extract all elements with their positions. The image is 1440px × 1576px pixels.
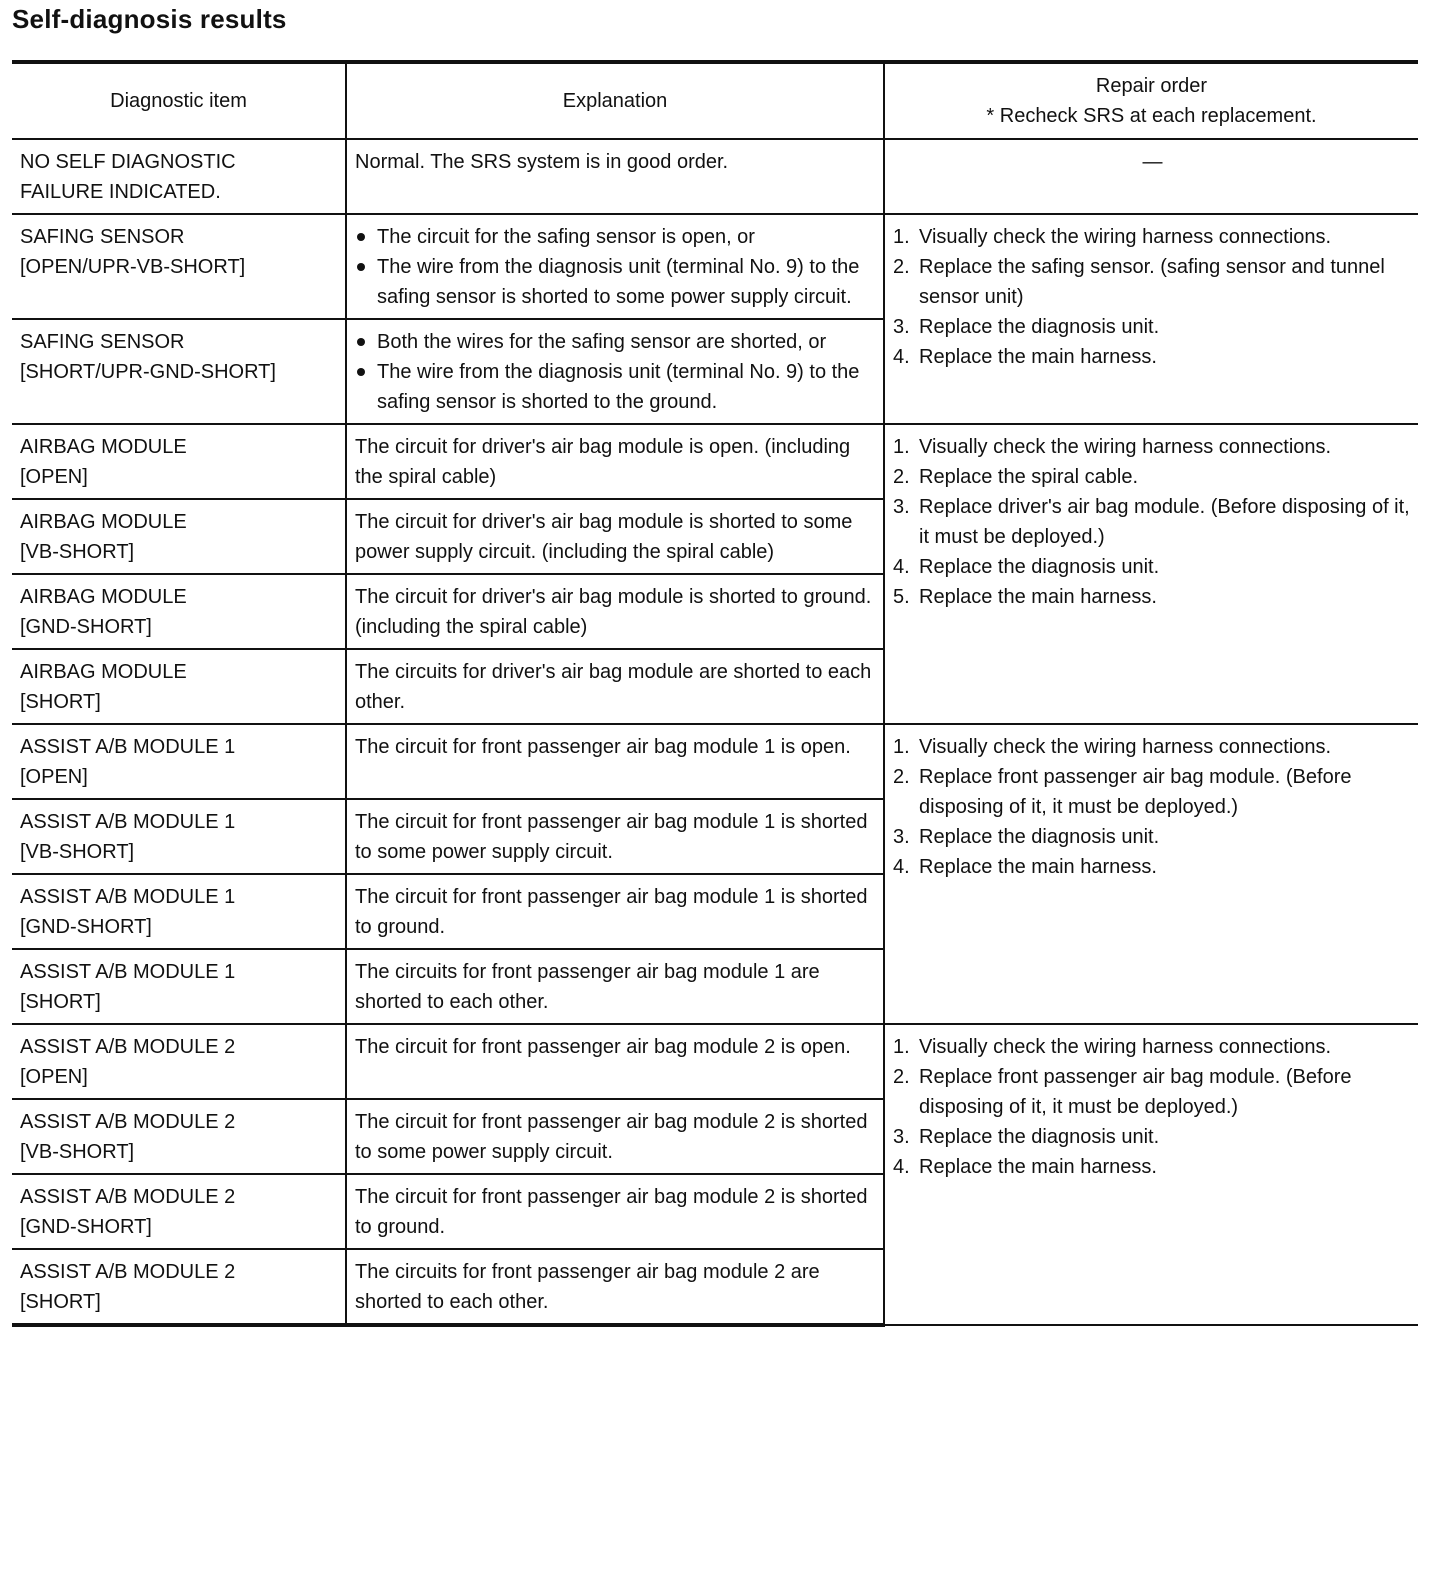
diagnostic-item-line: [GND-SHORT] [20, 916, 152, 938]
repair-step-number: 3. [893, 316, 910, 338]
header-diagnostic-item: Diagnostic item [12, 62, 346, 139]
diagnostic-item-cell [12, 1249, 346, 1325]
diagnosis-table [12, 60, 1418, 1327]
diagnostic-item-line: FAILURE INDICATED. [20, 181, 221, 203]
repair-step [893, 582, 1412, 612]
repair-step-number: 1. [893, 736, 910, 758]
repair-step-text: Visually check the wiring harness connections. [919, 226, 1332, 248]
repair-step-list [893, 222, 1412, 372]
explanation-cell: The circuit for front passenger air bag module 1 is open. [346, 724, 884, 799]
diagnostic-item-line: [VB-SHORT] [20, 1141, 135, 1163]
repair-step [893, 1152, 1412, 1182]
table-row [12, 1024, 1418, 1099]
explanation-cell: The circuit for driver's air bag module is open. (including the spiral cable) [346, 424, 884, 499]
diagnostic-item-cell [12, 574, 346, 649]
explanation-cell: The circuit for driver's air bag module is shorted to some power supply circuit. (including the spiral cable) [346, 499, 884, 574]
diagnostic-item-line: ASSIST A/B MODULE 2 [20, 1111, 236, 1133]
diagnostic-item-cell [12, 949, 346, 1024]
repair-step [893, 732, 1412, 762]
header-repair-order-label: Repair order [1095, 75, 1208, 97]
repair-step-number: 2. [893, 1066, 910, 1088]
repair-step-text: Replace the diagnosis unit. [919, 826, 1160, 848]
diagnostic-item-line: ASSIST A/B MODULE 2 [20, 1036, 236, 1058]
explanation-bullet-list [355, 222, 877, 312]
diagnostic-item-line: [VB-SHORT] [20, 841, 135, 863]
repair-step-text: Replace the spiral cable. [919, 466, 1139, 488]
repair-step-number: 2. [893, 766, 910, 788]
explanation-cell: The circuit for front passenger air bag module 1 is shorted to ground. [346, 874, 884, 949]
diagnostic-item-cell [12, 214, 346, 319]
repair-step-text: Visually check the wiring harness connections. [919, 1036, 1332, 1058]
header-repair-order [884, 62, 1418, 139]
diagnostic-item-line: ASSIST A/B MODULE 2 [20, 1186, 236, 1208]
repair-step-text: Replace driver's air bag module. (Before disposing of it, it must be deployed.) [919, 496, 1410, 548]
explanation-bullet-list [355, 327, 877, 417]
table-row [12, 424, 1418, 499]
diagnostic-item-line: ASSIST A/B MODULE 2 [20, 1261, 236, 1283]
diagnostic-item-line: [OPEN] [20, 466, 88, 488]
repair-step [893, 552, 1412, 582]
explanation-bullet: The circuit for the safing sensor is open, or [355, 222, 877, 252]
repair-step [893, 342, 1412, 372]
diagnostic-item-line: ASSIST A/B MODULE 1 [20, 961, 236, 983]
repair-step-text: Replace the diagnosis unit. [919, 316, 1160, 338]
table-header-row [12, 62, 1418, 139]
explanation-cell: The circuit for front passenger air bag module 2 is shorted to some power supply circuit. [346, 1099, 884, 1174]
diagnostic-item-line: ASSIST A/B MODULE 1 [20, 886, 236, 908]
repair-step-number: 1. [893, 1036, 910, 1058]
repair-step [893, 312, 1412, 342]
repair-step-text: Replace the main harness. [919, 346, 1157, 368]
diagnostic-item-line: AIRBAG MODULE [20, 586, 187, 608]
repair-step-list [893, 1032, 1412, 1182]
repair-step [893, 852, 1412, 882]
diagnostic-item-cell [12, 1024, 346, 1099]
repair-step [893, 252, 1412, 312]
page-title: Self-diagnosis results [12, 4, 287, 34]
explanation-cell [346, 319, 884, 424]
repair-step-text: Replace the safing sensor. (safing sensor and tunnel sensor unit) [919, 256, 1385, 308]
diagnostic-item-line: AIRBAG MODULE [20, 436, 187, 458]
table-body [12, 139, 1418, 1325]
diagnostic-item-cell [12, 724, 346, 799]
repair-step-text: Visually check the wiring harness connections. [919, 436, 1332, 458]
repair-step [893, 432, 1412, 462]
diagnostic-item-cell [12, 874, 346, 949]
diagnostic-item-line: [SHORT] [20, 991, 101, 1013]
explanation-bullet: The wire from the diagnosis unit (terminal No. 9) to the safing sensor is shorted to some power supply circuit. [355, 252, 877, 312]
table-row-normal [12, 139, 1418, 214]
repair-step-text: Replace the main harness. [919, 856, 1157, 878]
repair-step-number: 3. [893, 1126, 910, 1148]
repair-step-number: 1. [893, 436, 910, 458]
repair-step-number: 3. [893, 826, 910, 848]
diagnostic-item-line: ASSIST A/B MODULE 1 [20, 736, 236, 758]
repair-order-cell: — [884, 139, 1418, 214]
diagnostic-item-cell [12, 424, 346, 499]
repair-step-number: 4. [893, 856, 910, 878]
diagnostic-item-line: [GND-SHORT] [20, 1216, 152, 1238]
diagnostic-item-cell [12, 139, 346, 214]
repair-step [893, 462, 1412, 492]
explanation-cell: The circuit for front passenger air bag module 2 is open. [346, 1024, 884, 1099]
diagnostic-item-line: [OPEN/UPR-VB-SHORT] [20, 256, 246, 278]
repair-order-cell [884, 724, 1418, 1024]
explanation-bullet: Both the wires for the safing sensor are shorted, or [355, 327, 877, 357]
diagnostic-item-cell [12, 1174, 346, 1249]
diagnostic-item-line: [OPEN] [20, 1066, 88, 1088]
repair-step-number: 2. [893, 466, 910, 488]
repair-step-number: 3. [893, 496, 910, 518]
diagnostic-item-line: [SHORT] [20, 691, 101, 713]
diagnostic-item-cell [12, 319, 346, 424]
repair-step [893, 1122, 1412, 1152]
repair-step [893, 762, 1412, 822]
repair-order-cell [884, 1024, 1418, 1325]
diagnostic-item-line: SAFING SENSOR [20, 226, 185, 248]
diagnostic-item-cell [12, 1099, 346, 1174]
repair-order-cell [884, 214, 1418, 424]
diagnostic-item-line: SAFING SENSOR [20, 331, 185, 353]
repair-step [893, 492, 1412, 552]
diagnostic-item-line: [OPEN] [20, 766, 88, 788]
explanation-cell: Normal. The SRS system is in good order. [346, 139, 884, 214]
repair-step-text: Replace the diagnosis unit. [919, 1126, 1160, 1148]
repair-step-text: Replace front passenger air bag module. (Before disposing of it, it must be deployed.) [919, 766, 1352, 818]
explanation-cell: The circuit for driver's air bag module is shorted to ground. (including the spiral cable) [346, 574, 884, 649]
explanation-cell: The circuit for front passenger air bag module 1 is shorted to some power supply circuit. [346, 799, 884, 874]
explanation-cell [346, 214, 884, 319]
explanation-cell: The circuits for front passenger air bag module 2 are shorted to each other. [346, 1249, 884, 1325]
diagnostic-item-line: ASSIST A/B MODULE 1 [20, 811, 236, 833]
repair-step-text: Replace the diagnosis unit. [919, 556, 1160, 578]
repair-step-number: 4. [893, 556, 910, 578]
table-row [12, 214, 1418, 319]
repair-order-cell [884, 424, 1418, 724]
repair-step-number: 4. [893, 346, 910, 368]
explanation-cell: The circuits for driver's air bag module are shorted to each other. [346, 649, 884, 724]
repair-step-number: 5. [893, 586, 910, 608]
repair-step-list [893, 432, 1412, 612]
explanation-bullet: The wire from the diagnosis unit (terminal No. 9) to the safing sensor is shorted to the ground. [355, 357, 877, 417]
repair-step-text: Replace the main harness. [919, 586, 1157, 608]
diagnostic-item-cell [12, 499, 346, 574]
table-row [12, 724, 1418, 799]
repair-step-number: 2. [893, 256, 910, 278]
header-repair-note: * Recheck SRS at each replacement. [986, 105, 1317, 127]
repair-step [893, 1062, 1412, 1122]
repair-step-number: 1. [893, 226, 910, 248]
header-explanation: Explanation [346, 62, 884, 139]
explanation-cell: The circuit for front passenger air bag module 2 is shorted to ground. [346, 1174, 884, 1249]
diagnostic-item-line: [GND-SHORT] [20, 616, 152, 638]
repair-step [893, 222, 1412, 252]
repair-step-text: Replace front passenger air bag module. (Before disposing of it, it must be deployed.) [919, 1066, 1352, 1118]
repair-step [893, 822, 1412, 852]
repair-step-number: 4. [893, 1156, 910, 1178]
diagnostic-item-line: AIRBAG MODULE [20, 661, 187, 683]
diagnostic-item-cell [12, 799, 346, 874]
diagnostic-item-line: [SHORT/UPR-GND-SHORT] [20, 361, 276, 383]
diagnostic-item-line: NO SELF DIAGNOSTIC [20, 151, 236, 173]
diagnostic-item-cell [12, 649, 346, 724]
diagnostic-item-line: AIRBAG MODULE [20, 511, 187, 533]
explanation-cell: The circuits for front passenger air bag module 1 are shorted to each other. [346, 949, 884, 1024]
repair-step-text: Replace the main harness. [919, 1156, 1157, 1178]
diagnostic-item-line: [VB-SHORT] [20, 541, 135, 563]
diagnostic-item-line: [SHORT] [20, 1291, 101, 1313]
repair-step [893, 1032, 1412, 1062]
repair-step-list [893, 732, 1412, 882]
repair-step-text: Visually check the wiring harness connections. [919, 736, 1332, 758]
